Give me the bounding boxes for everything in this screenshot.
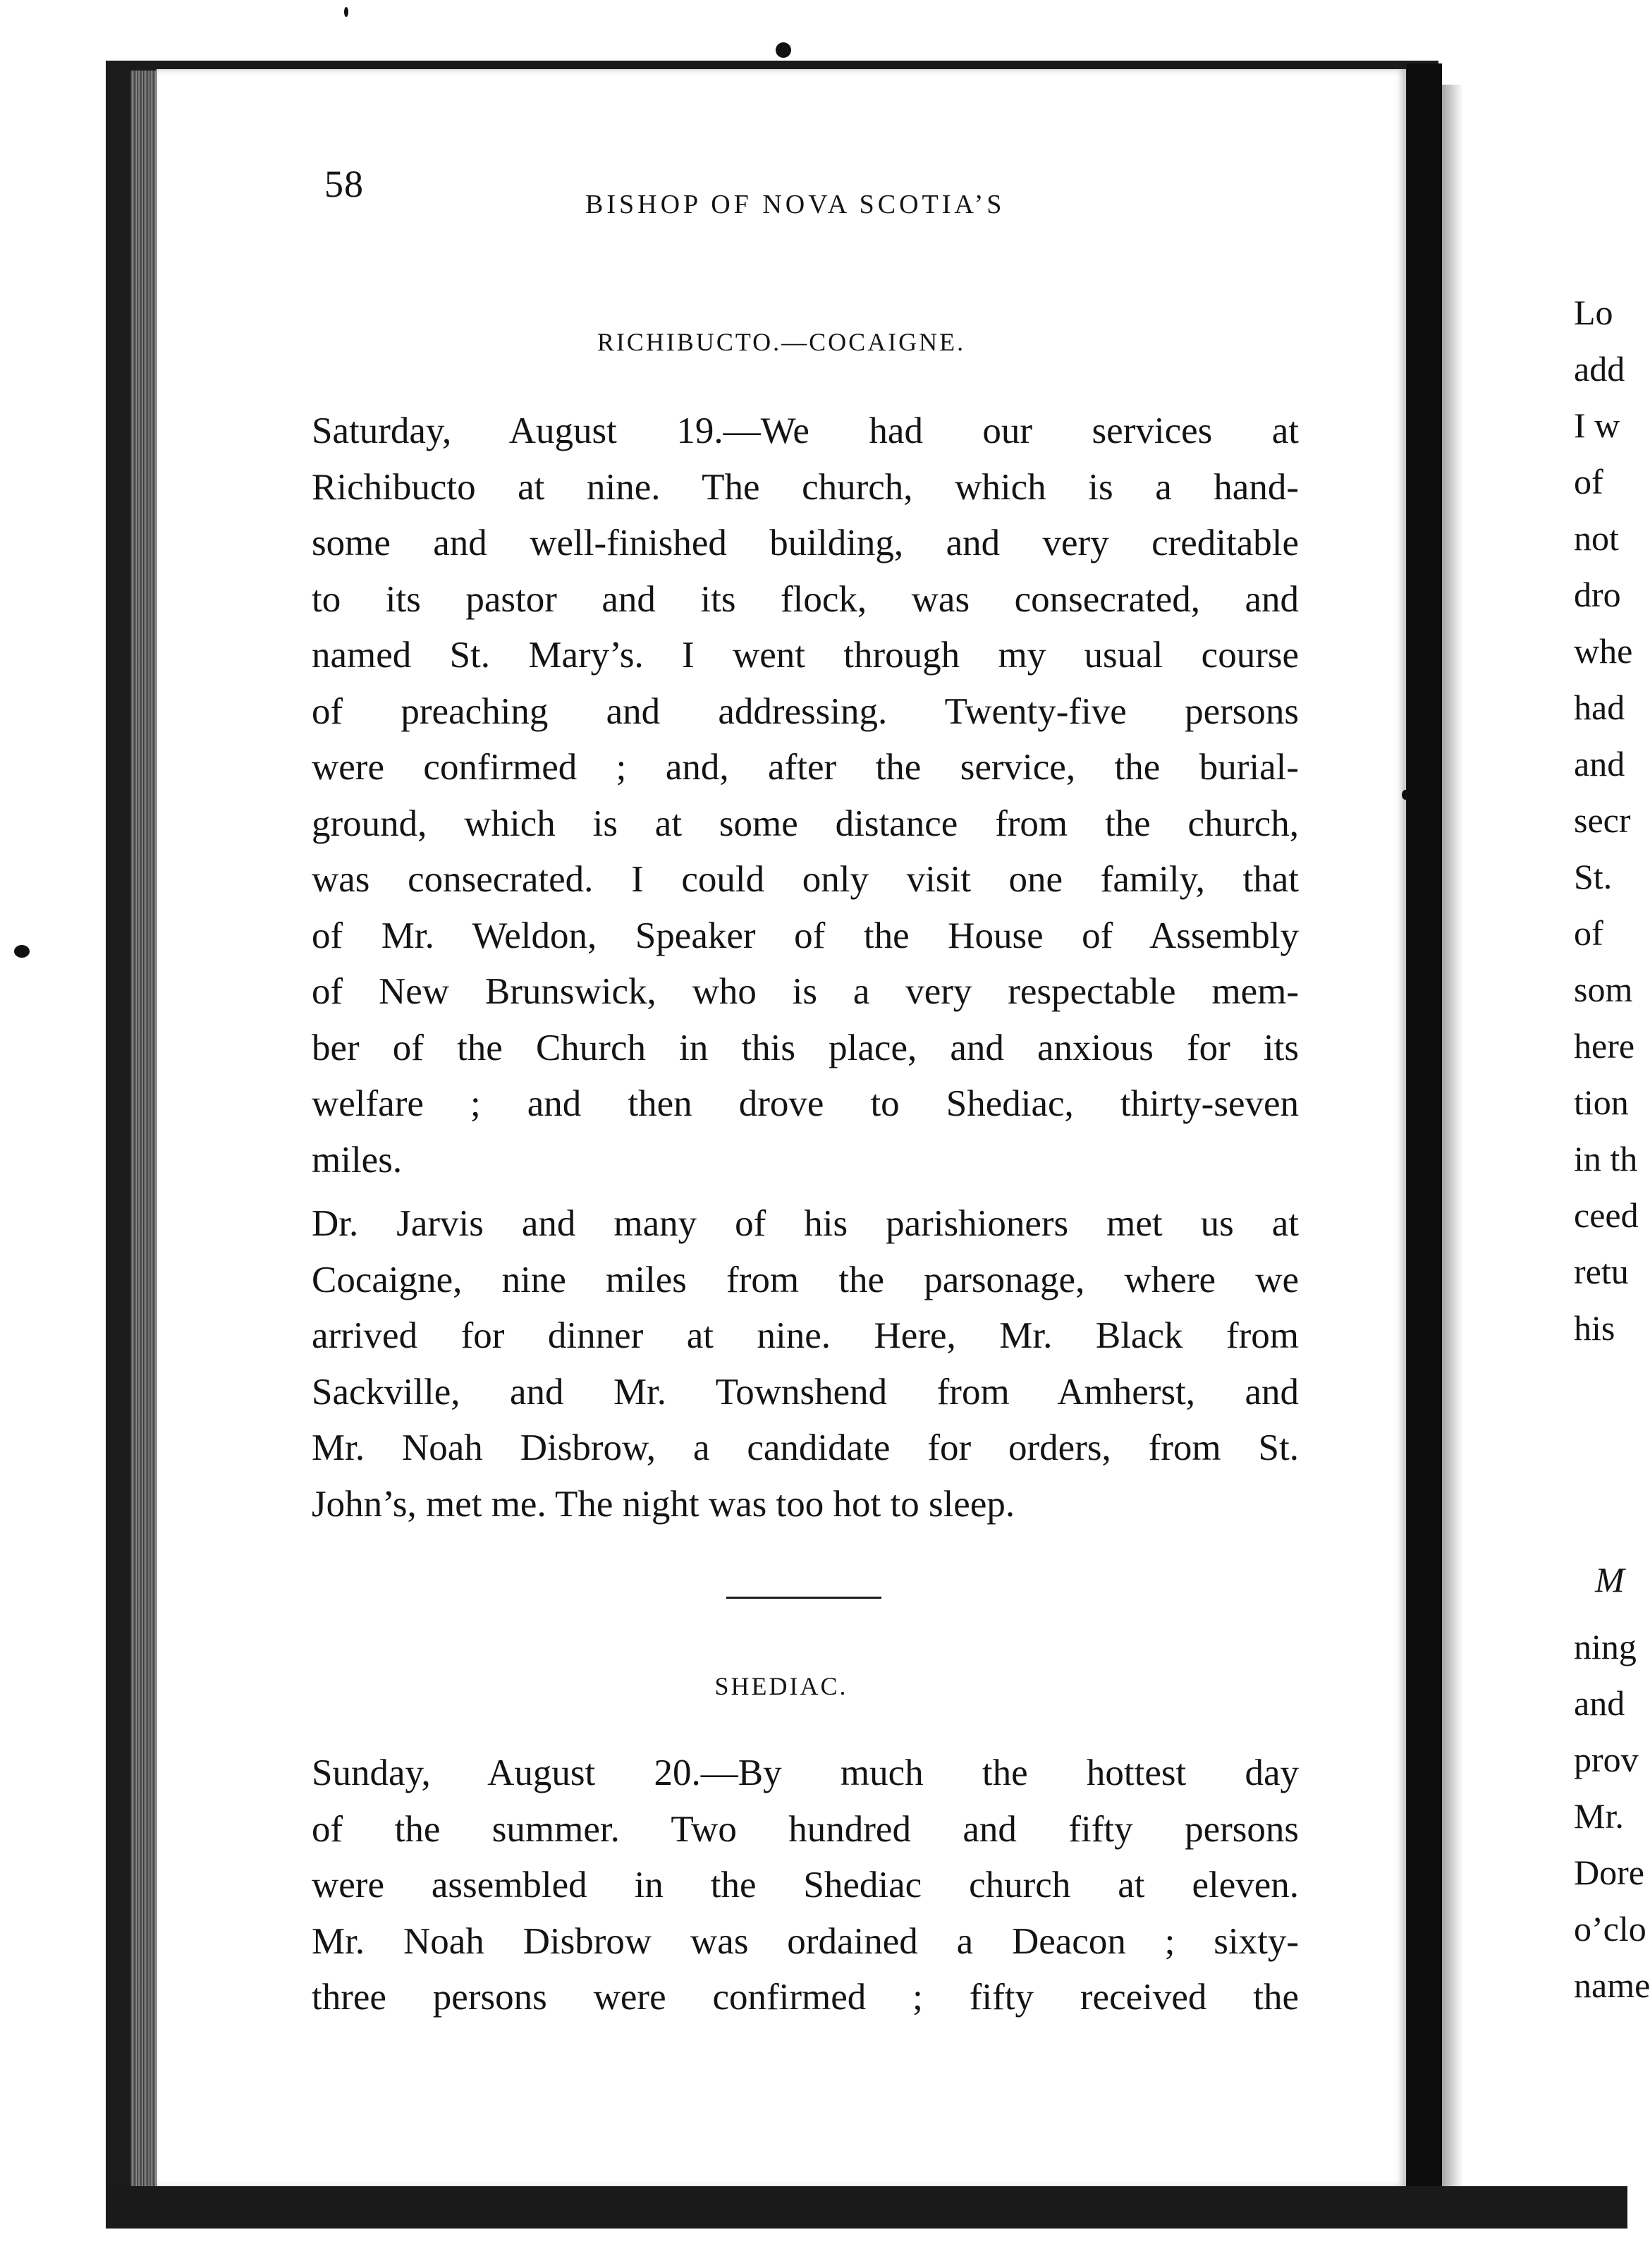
text-line: welfare ; and then drove to Shediac, thirty-seven (312, 1083, 1299, 1124)
text-line: Dr. Jarvis and many of his parishioners met us at (312, 1203, 1299, 1244)
text-line: Mr. Noah Disbrow, a candidate for orders, from St. (312, 1427, 1299, 1468)
text-line: John’s, met me. The night was too hot to sleep. (312, 1483, 1015, 1525)
text-line: was consecrated. I could only visit one family, that (312, 859, 1299, 900)
text-line: of Mr. Weldon, Speaker of the House of Assembly (312, 915, 1299, 956)
right-page-fragment: not (1574, 518, 1619, 558)
right-page-fragment: had (1574, 688, 1625, 727)
paragraph-sunday (312, 1745, 1299, 2026)
right-page-fragment: tion (1574, 1083, 1629, 1122)
section-heading-richibucto: RICHIBUCTO.—COCAIGNE. (597, 328, 966, 356)
text-line: Mr. Noah Disbrow was ordained a Deacon ; sixty- (312, 1920, 1299, 1962)
bottom-band (106, 2186, 1627, 2229)
paragraph-saturday (312, 403, 1299, 1188)
text-line: Cocaigne, nine miles from the parsonage, where we (312, 1259, 1299, 1300)
text-line: arrived for dinner at nine. Here, Mr. Black from (312, 1315, 1299, 1356)
text-line: Richibucto at nine. The church, which is a hand- (312, 466, 1299, 508)
paragraph-dr-jarvis (312, 1196, 1299, 1532)
right-page-shadow (1442, 85, 1463, 2207)
scan-speck (344, 7, 348, 17)
right-page-fragment: his (1574, 1308, 1615, 1348)
running-head: BISHOP OF NOVA SCOTIA’S (585, 190, 1006, 219)
book-gutter (1407, 63, 1442, 2200)
scan-speck (776, 42, 791, 58)
right-page-fragment: add (1574, 349, 1625, 389)
text-line: three persons were confirmed ; fifty received the (312, 1977, 1299, 2018)
right-page-fragment: ning (1574, 1627, 1637, 1666)
section-divider-rule (726, 1597, 881, 1599)
section-heading-shediac: SHEDIAC. (714, 1672, 848, 1700)
text-line: Saturday, August 19.—We had our services at (312, 410, 1299, 451)
scan-speck (14, 945, 30, 958)
right-page-fragment: and (1574, 1683, 1625, 1723)
right-page-fragment: and (1574, 744, 1625, 784)
page-edges (130, 71, 159, 2186)
right-page-fragment: in th (1574, 1139, 1638, 1178)
text-line: to its pastor and its flock, was consecrated, and (312, 578, 1299, 620)
right-page-fragment: name (1574, 1965, 1650, 2005)
text-line: were confirmed ; and, after the service, the burial- (312, 747, 1299, 788)
text-line: Sackville, and Mr. Townshend from Amherst, and (312, 1371, 1299, 1413)
text-line: Sunday, August 20.—By much the hottest day (312, 1752, 1299, 1793)
text-line: were assembled in the Shediac church at eleven. (312, 1865, 1299, 1906)
right-page-fragment: whe (1574, 631, 1633, 671)
right-page-fragment: here (1574, 1026, 1635, 1066)
right-page-fragment: secr (1574, 800, 1631, 840)
page-number: 58 (324, 163, 364, 205)
text-line: some and well-finished building, and very creditable (312, 523, 1299, 563)
scan-speck (1402, 790, 1409, 800)
right-page-fragment: Dore (1574, 1853, 1644, 1892)
right-page-fragment: St. (1574, 857, 1613, 896)
text-line: ground, which is at some distance from the church, (312, 803, 1299, 844)
right-page-fragment: prov (1574, 1740, 1639, 1779)
text-line: of the summer. Two hundred and fifty persons (312, 1808, 1299, 1850)
right-page-fragment: Lo (1574, 293, 1613, 332)
text-line: named St. Mary’s. I went through my usual course (312, 635, 1299, 676)
text-line: of New Brunswick, who is a very respectable mem- (312, 971, 1299, 1012)
right-page-fragment: of (1574, 913, 1603, 953)
text-line: ber of the Church in this place, and anxious for its (312, 1027, 1299, 1068)
text-line: of preaching and addressing. Twenty-five persons (312, 690, 1299, 732)
right-page-fragment: som (1574, 970, 1633, 1009)
right-page-fragment: of (1574, 462, 1603, 501)
right-page-fragment: M (1595, 1560, 1625, 1599)
right-page-fragment: I w (1574, 406, 1620, 445)
right-page-fragment: dro (1574, 575, 1621, 614)
right-page-fragment: Mr. (1574, 1796, 1624, 1836)
text-line: miles. (312, 1139, 403, 1181)
right-page-fragment: retu (1574, 1252, 1629, 1291)
right-page-fragment: o’clo (1574, 1909, 1646, 1949)
right-page-fragment: ceed (1574, 1195, 1639, 1235)
